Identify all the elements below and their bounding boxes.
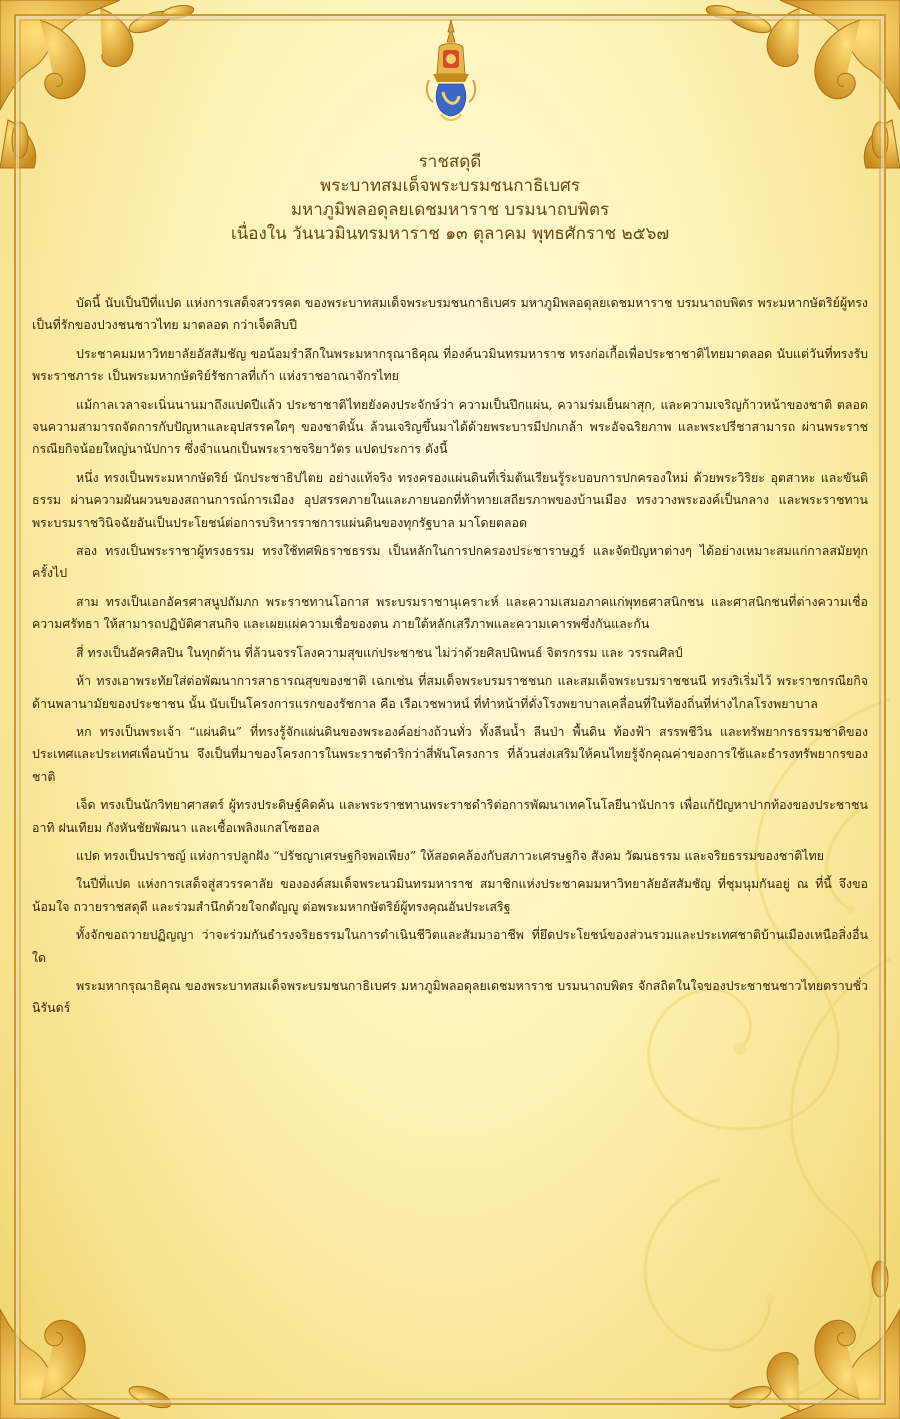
- paragraph-virtue-seven: เจ็ด ทรงเป็นนักวิทยาศาสตร์ ผู้ทรงประดิษฐ์คิดค้น และพระราชทานพระราชดำริต่อการพัฒนาเทคโนโลยีนานัปการ เพื่อแก้ปัญหาปากท้องของประชาชน อาทิ ฝนเทียม กังหันชัยพัฒนา และเชื้อเพลิงแกสโซฮอล: [32, 797, 868, 835]
- paragraph-virtue-three: สาม ทรงเป็นเอกอัครศาสนูปถัมภก พระราชทานโอกาส พระบรมราชานุเคราะห์ และความเสมอภาคแก่พุทธศาสนิกชน และศาสนิกชนที่ต่างความเชื่อความศรัทธา ให้สามารถปฏิบัติศาสนกิจ และเผยแผ่ความเชื่อของตน ภายใต้หลักเสรีภาพและความเคารพซึ่งกันและกัน: [32, 593, 868, 632]
- heading-king-name: พระบาทสมเด็จพระบรมชนกาธิเบศร: [320, 176, 580, 196]
- heading-occasion: เนื่องใน วันนวมินทรมหาราช ๑๓ ตุลาคม พุทธศักราช ๒๕๖๗: [230, 224, 670, 244]
- heading-block: [0, 150, 900, 246]
- paragraph-virtue-five: ห้า ทรงเอาพระทัยใส่ต่อพัฒนาการสาธารณสุขของชาติ เฉกเช่น ที่สมเด็จพระบรมราชชนก และสมเด็จพระบรมราชชนนี ทรงริเริ่มไว้ พระราชกรณียกิจด้านพลานามัยของประชาชน นั้น นับเป็นโครงการแรกของรัชกาล คือ เรือเวชพาหน์ ที่ทำหน้าที่ดั่งโรงพยาบาลเคลื่อนที่ในท้องถิ่นที่ห่างไกลโรงพยาบาล: [32, 673, 868, 711]
- paragraph-virtue-six: หก ทรงเป็นพระเจ้า “แผ่นดิน” ที่ทรงรู้จักแผ่นดินของพระองค์อย่างถ้วนทั่ว ทั้งลีนน้ำ ลีนป่า พื้นดิน ท้องฟ้า สรรพชีวิน และทรัพยากรธรรมชาติของประเทศและประเทศเพื่อนบ้าน จึงเป็นที่มาของโครงการในพระราชดำริกว่าสี่พันโครงการ ที่ล้วนส่งเสริมให้คนไทยรู้จักคุณค่าของการใช้และธำรงทรัพยากรของชาติ: [32, 723, 868, 784]
- paragraph-virtue-one: หนึ่ง ทรงเป็นพระมหากษัตริย์ นักประชาธิปไตย อย่างแท้จริง ทรงครองแผ่นดินที่เริ่มต้นเรียนรู้ระบอบการปกครองใหม่ ด้วยพระวิริยะ อุตสาหะ และขันติธรรม ผ่านความผันผวนของสถานการณ์การเมือง อุปสรรคภายในและภายนอกที่ท้าทายเสถียรภาพของบ้านเมือง ทรงวางพระองค์เป็นกลาง และพระราชทานพระบรมราชวินิจฉัยอันเป็นประโยชน์ต่อการบริหารราชการแผ่นดินของทุกรัฐบาล มาโดยตลอด: [32, 469, 868, 530]
- tribute-body: [32, 292, 868, 1026]
- royal-emblem-icon: [425, 18, 477, 126]
- paragraph-closing: พระมหากรุณาธิคุณ ของพระบาทสมเด็จพระบรมชนกาธิเบศร มหาภูมิพลอดุลยเดชมหาราช บรมนาถบพิตร จักสถิตในใจของประชาชนชาวไทยตราบชั่วนิรันดร์: [32, 977, 868, 1016]
- paragraph-virtue-four: สี่ ทรงเป็นอัครศิลปิน ในทุกด้าน ที่ล้วนจรรโลงความสุขแก่ประชาชน ไม่ว่าด้วยศิลปนิพนธ์ จิตรกรรม และ วรรณศิลป์: [76, 644, 683, 660]
- paragraph-virtue-eight: แปด ทรงเป็นปราชญ์ แห่งการปลูกฝัง “ปรัชญาเศรษฐกิจพอเพียง” ให้สอดคล้องกับสภาวะเศรษฐกิจ สังคม วัฒนธรรม และจริยธรรมของชาติไทย: [76, 847, 824, 863]
- heading-king-title: มหาภูมิพลอดุลยเดชมหาราช บรมนาถบพิตร: [290, 200, 610, 220]
- heading-title: ราชสดุดี: [418, 152, 482, 172]
- paragraph-remembrance: ประชาคมมหาวิทยาลัยอัสสัมชัญ ขอน้อมรำลึกในพระมหากรุณาธิคุณ ที่องค์นวมินทรมหาราช ทรงก่อเกื้อเพื่อประชาชาติไทยมาตลอด นับแต่วันที่ทรงรับพระราชภาระ เป็นพระมหากษัตริย์รัชกาลที่เก้า แห่งราชอาณาจักรไทย: [32, 345, 868, 384]
- paragraph-tribute: ในปีที่แปด แห่งการเสด็จสู่สวรรคาลัย ขององค์สมเด็จพระนวมินทรมหาราช สมาชิกแห่งประชาคมมหาวิทยาลัยอัสสัมชัญ ที่ชุมนุมกันอยู่ ณ ที่นี้ จึงขอน้อมใจ ถวายราชสดุดี และร่วมสำนึกด้วยใจกตัญญู ต่อพระมหากษัตริย์ผู้ทรงคุณอันประเสริฐ: [32, 876, 868, 914]
- paragraph-eight-virtues: แม้กาลเวลาจะเนิ่นนานมาถึงแปดปีแล้ว ประชาชาติไทยยังคงประจักษ์ว่า ความเป็นปึกแผ่น, ความร่มเย็นผาสุก, และความเจริญก้าวหน้าของชาติ ตลอดจนความสามารถจัดการกับปัญหาและอุปสรรคใดๆ ของชาตินั้น ล้วนเจริญขึ้นมาได้ด้วยพระบารมีปกเกล้า พระอัจฉริยภาพ และพระปรีชาสามารถ ผ่านพระราชกรณียกิจน้อยใหญ่นานัปการ ซึ่งจำแนกเป็นพระราชจริยาวัตร แปดประการ ดังนี้: [32, 396, 868, 457]
- paragraph-virtue-two: สอง ทรงเป็นพระราชาผู้ทรงธรรม ทรงใช้ทศพิธราชธรรม เป็นหลักในการปกครองประชาราษฎร์ และจัดปัญหาต่างๆ ได้อย่างเหมาะสมแก่กาลสมัยทุกครั้งไป: [32, 543, 868, 581]
- paragraph-pledge: ทั้งจักขอถวายปฏิญญา ว่าจะร่วมกันธำรงจริยธรรมในการดำเนินชีวิตและสัมมาอาชีพ ที่ยึดประโยชน์ของส่วนรวมและประเทศชาติบ้านเมืองเหนือสิ่งอื่นใด: [32, 927, 868, 965]
- paragraph-intro: บัดนี้ นับเป็นปีที่แปด แห่งการเสด็จสวรรคต ของพระบาทสมเด็จพระบรมชนกาธิเบศร มหาภูมิพลอดุลยเดชมหาราช บรมนาถบพิตร พระมหากษัตริย์ผู้ทรงเป็นที่รักของปวงชนชาวไทย มาตลอด กว่าเจ็ดสิบปี: [32, 295, 868, 333]
